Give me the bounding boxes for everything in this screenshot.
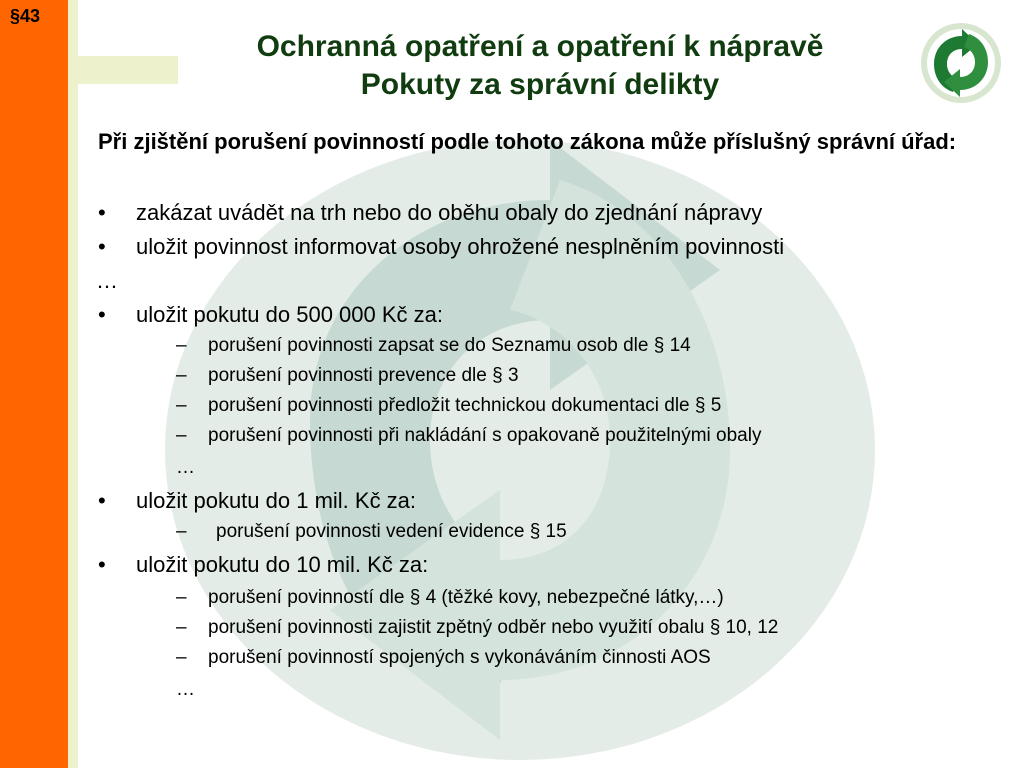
sub-list-item-text: porušení povinnosti předložit technickou dokumentaci dle § 5 bbox=[208, 395, 722, 416]
sub-list-ellipsis: … bbox=[176, 457, 195, 478]
sub-list-item bbox=[176, 644, 711, 672]
list-item bbox=[98, 198, 762, 228]
list-item bbox=[98, 300, 443, 330]
sub-list-item bbox=[176, 362, 519, 390]
bullet-marker: • bbox=[98, 302, 106, 327]
list-item-text: zakázat uvádět na trh nebo do oběhu obaly do zjednání nápravy bbox=[136, 200, 763, 225]
sub-list-item bbox=[176, 392, 721, 420]
dash-marker: – bbox=[176, 521, 187, 542]
list-item-text: uložit povinnost informovat osoby ohrožené nesplněním povinnosti bbox=[136, 234, 785, 259]
dash-marker: – bbox=[176, 365, 187, 386]
bullet-marker: • bbox=[98, 200, 106, 225]
dash-marker: – bbox=[176, 617, 187, 638]
list-ellipsis: … bbox=[96, 268, 118, 293]
sub-list-item bbox=[176, 614, 778, 642]
intro-text: Při zjištění porušení povinností podle tohoto zákona může příslušný správní úřad: bbox=[98, 129, 957, 154]
list-item-text: uložit pokutu do 500 000 Kč za: bbox=[136, 302, 443, 327]
sub-list-item bbox=[176, 584, 724, 612]
sub-list-item-text: porušení povinnosti vedení evidence § 15 bbox=[216, 521, 567, 542]
sub-list-item-text: porušení povinnosti prevence dle § 3 bbox=[208, 365, 519, 386]
list-item-text: uložit pokutu do 10 mil. Kč za: bbox=[136, 552, 429, 577]
bullet-marker: • bbox=[98, 234, 106, 259]
list-item bbox=[98, 486, 416, 516]
sub-list-ellipsis: … bbox=[176, 679, 195, 700]
sub-list-item-text: porušení povinnosti zapsat se do Seznamu osob dle § 14 bbox=[208, 335, 691, 356]
dash-marker: – bbox=[176, 425, 187, 446]
dash-marker: – bbox=[176, 335, 187, 356]
sub-list-item bbox=[176, 518, 567, 546]
dash-marker: – bbox=[176, 587, 187, 608]
title-line-2: Pokuty za správní delikty bbox=[360, 68, 720, 101]
sub-list-item-text: porušení povinností spojených s vykonáváním činnosti AOS bbox=[208, 647, 711, 668]
title-line-1: Ochranná opatření a opatření k nápravě bbox=[256, 30, 824, 63]
dash-marker: – bbox=[176, 647, 187, 668]
list-item-text: uložit pokutu do 1 mil. Kč za: bbox=[136, 488, 417, 513]
sub-list-item bbox=[176, 332, 691, 360]
sub-list-item bbox=[176, 422, 761, 450]
list-item bbox=[98, 550, 428, 580]
sub-list-item-text: porušení povinnosti při nakládání s opakovaně použitelnými obaly bbox=[208, 425, 762, 446]
dash-marker: – bbox=[176, 395, 187, 416]
list-item bbox=[98, 232, 784, 262]
bullet-marker: • bbox=[98, 488, 106, 513]
sub-list-item-text: porušení povinnosti zajistit zpětný odběr nebo využití obalu § 10, 12 bbox=[208, 617, 779, 638]
sub-list-item-text: porušení povinností dle § 4 (těžké kovy, nebezpečné látky,…) bbox=[208, 587, 724, 608]
section-number: §43 bbox=[10, 6, 41, 26]
bullet-marker: • bbox=[98, 552, 106, 577]
